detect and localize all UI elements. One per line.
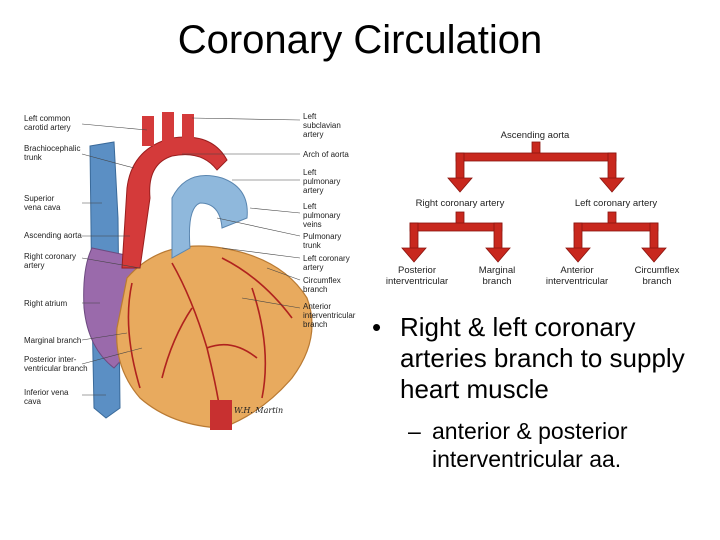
bullet-list: [372, 312, 712, 473]
bullet-main: [372, 312, 712, 405]
bullet-main-text: Right & left coronary arteries branch to supply heart muscle: [400, 312, 685, 404]
label-left-common-carotid: Left common carotid artery: [24, 114, 71, 132]
bullet-dash-icon: –: [408, 418, 421, 444]
tree-node-marginal-branch: Marginal branch: [478, 265, 516, 287]
label-marginal-branch: Marginal branch: [24, 336, 82, 345]
slide-title: Coronary Circulation: [177, 18, 543, 62]
label-inferior-vena-cava: Inferior vena cava: [24, 388, 69, 406]
label-right-atrium: Right atrium: [24, 299, 68, 308]
label-left-pulmonary-artery: Left pulmonary artery: [303, 168, 341, 195]
label-arch-of-aorta: Arch of aorta: [303, 150, 349, 159]
tree-node-left-coronary-artery: Left coronary artery: [574, 198, 658, 209]
label-right-coronary-artery: Right coronary artery: [24, 252, 77, 270]
label-anterior-interventricular-branch: Anterior interventricular branch: [303, 302, 356, 329]
bullet-sub: [372, 417, 712, 473]
bullet-sub-text: anterior & posterior interventricular aa.: [432, 418, 628, 472]
label-left-coronary-artery: Left coronary artery: [303, 254, 350, 272]
tree-node-right-coronary-artery: Right coronary artery: [415, 198, 505, 209]
label-brachiocephalic-trunk: Brachiocephalic trunk: [24, 144, 81, 162]
label-left-subclavian-artery: Left subclavian artery: [303, 112, 341, 139]
heart-illustration: [22, 108, 367, 438]
label-superior-vena-cava: Superior vena cava: [24, 194, 61, 212]
coronary-branch-tree: [370, 120, 700, 295]
tree-node-posterior-interventricular: Posterior interventricular: [385, 265, 449, 287]
label-pulmonary-trunk: Pulmonary trunk: [303, 232, 342, 250]
label-left-pulmonary-veins: Left pulmonary veins: [303, 202, 341, 229]
tree-node-anterior-interventricular: Anterior interventricular: [545, 265, 609, 287]
illustrator-signature: W.H. Martin: [234, 406, 284, 415]
tree-node-ascending-aorta: Ascending aorta: [500, 130, 570, 141]
label-circumflex-branch: Circumflex branch: [303, 276, 341, 294]
label-ascending-aorta: Ascending aorta: [24, 231, 82, 240]
bullet-dot-icon: •: [372, 312, 382, 342]
tree-node-circumflex-branch: Circumflex branch: [634, 265, 680, 287]
label-posterior-interventricular-branch: Posterior inter- ventricular branch: [24, 355, 88, 373]
